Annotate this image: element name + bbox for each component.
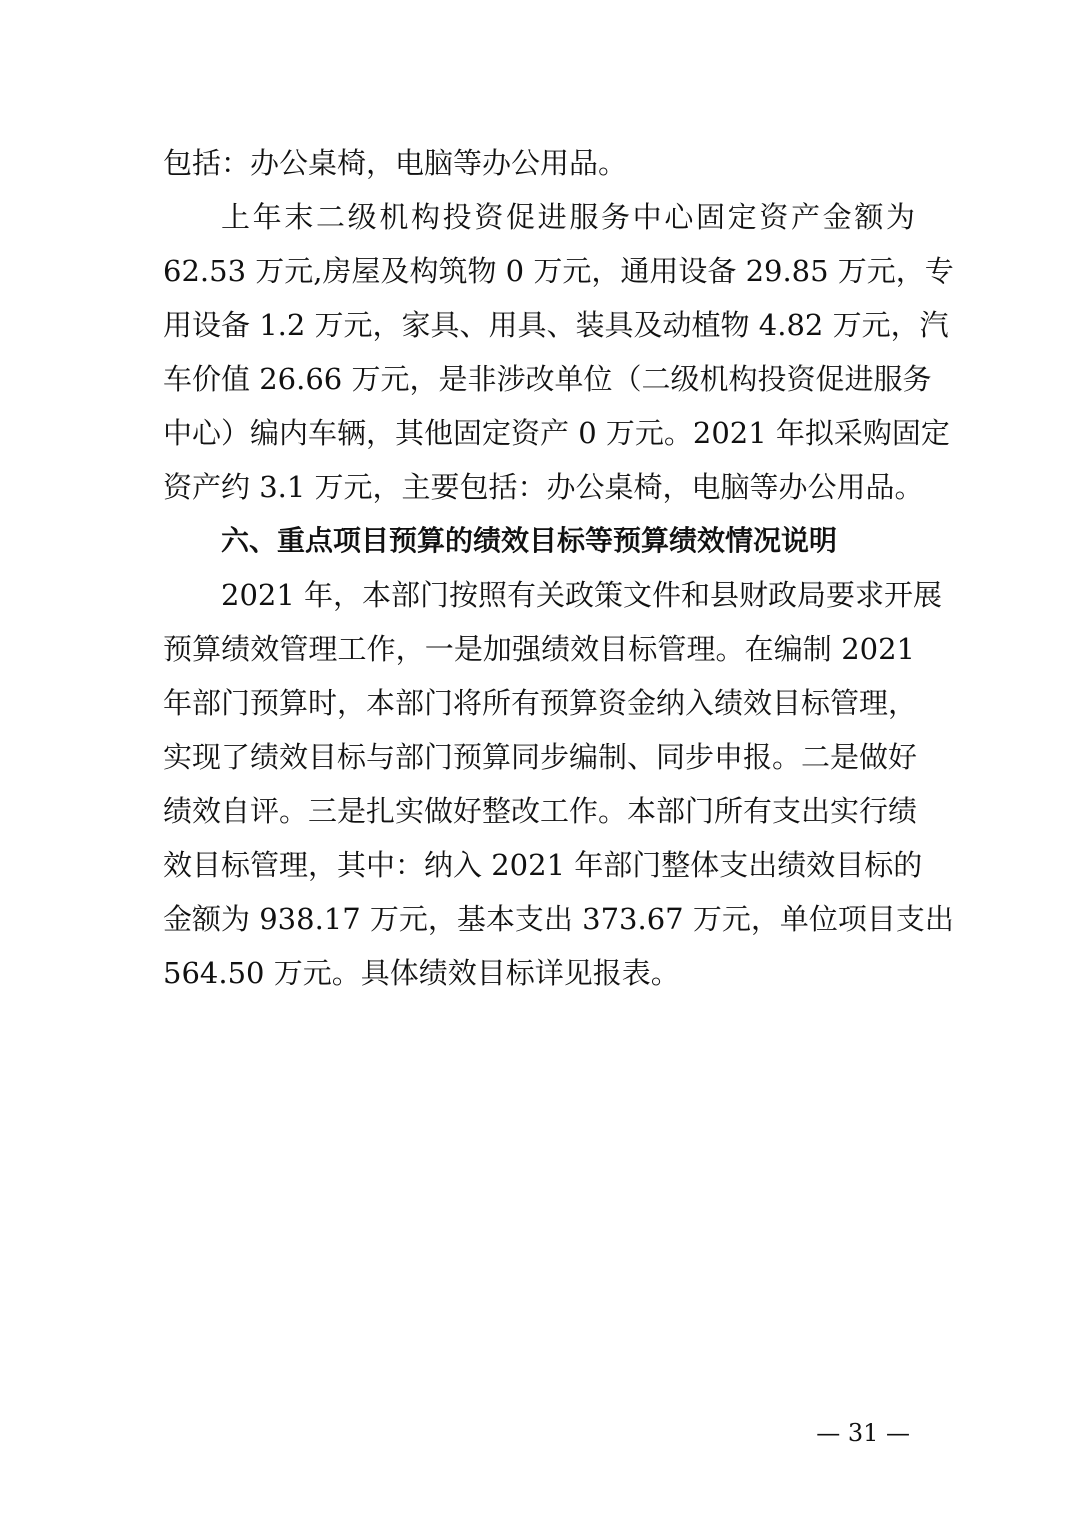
document-body	[163, 136, 954, 1000]
paragraph-line: 资产约 3.1 万元，主要包括：办公桌椅，电脑等办公用品。	[163, 470, 924, 504]
paragraph-line: 车价值 26.66 万元，是非涉改单位（二级机构投资促进服务	[163, 362, 932, 396]
paragraph-line: 上年末二级机构投资促进服务中心固定资产金额为	[221, 200, 915, 234]
paragraph-line: 用设备 1.2 万元，家具、用具、装具及动植物 4.82 万元，汽	[163, 308, 949, 342]
paragraph-line: 金额为 938.17 万元，基本支出 373.67 万元，单位项目支出	[163, 902, 954, 936]
paragraph-line: 62.53 万元,房屋及构筑物 0 万元，通用设备 29.85 万元，专	[163, 254, 954, 288]
paragraph-line: 564.50 万元。具体绩效目标详见报表。	[163, 956, 680, 990]
paragraph-line: 绩效自评。三是扎实做好整改工作。本部门所有支出实行绩	[163, 794, 918, 828]
paragraph-line: 包括：办公桌椅，电脑等办公用品。	[163, 146, 628, 180]
page-number: — 31 —	[816, 1419, 910, 1447]
paragraph-line: 中心）编内车辆，其他固定资产 0 万元。2021 年拟采购固定	[163, 416, 950, 450]
paragraph-line: 效目标管理，其中：纳入 2021 年部门整体支出绩效目标的	[163, 848, 923, 882]
section-heading: 六、重点项目预算的绩效目标等预算绩效情况说明	[221, 524, 838, 557]
paragraph-line: 2021 年，本部门按照有关政策文件和县财政局要求开展	[221, 578, 943, 612]
paragraph-line: 实现了绩效目标与部门预算同步编制、同步申报。二是做好	[163, 740, 918, 774]
paragraph-line: 年部门预算时，本部门将所有预算资金纳入绩效目标管理，	[163, 686, 918, 720]
paragraph-line: 预算绩效管理工作，一是加强绩效目标管理。在编制 2021	[163, 632, 915, 666]
